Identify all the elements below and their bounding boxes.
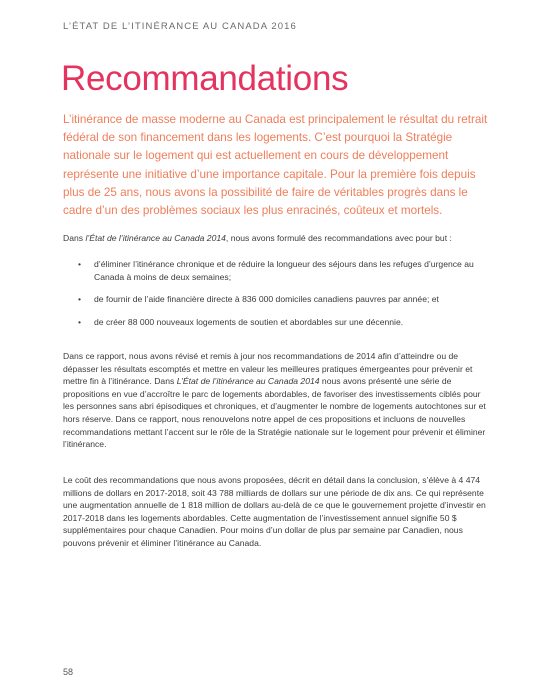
revision-text-before: Dans ce rapport, nous avons révisé et remis à jour nos recommandations de 2014 afin d’atteindre ou de dépasser les résultats escomptés et mettre en valeur les meilleures pratiques émergeantes pour prévenir et mettre fin à l’itinérance. Dans [63, 351, 473, 387]
intro-report-title: l’État de l’itinérance au Canada 2014 [85, 233, 226, 243]
revision-paragraph [63, 350, 493, 451]
bullet-marker: • [78, 294, 82, 305]
cost-paragraph: Le coût des recommandations que nous avons proposées, décrit en détail dans la conclusion, s’élève à 4 474 millions de dollars en 2017-2018, soit 43 788 milliards de dollars sur une période de dix ans. Ce qui représente une augmentation annuelle de 1 818 million de dollars au-delà de ce que le gouvernement projette d’investir en 2017-2018 dans les logements abordables. Cette augmentation de l’investissement annuel signifie 50 $ supplémentaires pour chaque Canadien. Pour moins d’un dollar de plus par semaine par Canadien, nous pouvons prévenir et éliminer l’itinérance au Canada. [63, 475, 486, 548]
list-item-text: de fournir de l’aide financière directe à 836 000 domiciles canadiens pauvres par année; et [94, 294, 439, 305]
intro-text-after: , nous avons formulé des recommandations avec pour but : [225, 233, 452, 243]
revision-text-after: nous avons présenté une série de propositions en vue d’accroître le parc de logements abordables, de favoriser des investissements ciblés pour les personnes sans abri épisodiques et chroniques, et d’augmenter le nombre de logements autochtones sur et hors réserve. Dans ce rapport, nous renouvelons notre appel de ces propositions et incluons de nouvelles recommandations mettant l’accent sur le rôle de la Stratégie nationale sur le logement pour prévenir et éliminer l’itinérance. [63, 376, 486, 450]
bullet-marker: • [78, 259, 82, 269]
list-item-text: d’éliminer l’itinérance chronique et de réduire la longueur des séjours dans les refuges d’urgence au Canada à moins de deux semaines; [94, 259, 474, 282]
section-title: Recommandations [61, 59, 349, 98]
bullet-marker: • [78, 316, 82, 327]
list-item [78, 316, 478, 329]
intro-text-before: Dans [63, 233, 86, 243]
revision-report-title: L’État de l’itinérance au Canada 2014 [176, 376, 320, 387]
running-header: L’ÉTAT DE L’ITINÉRANCE AU CANADA 2016 [63, 21, 297, 32]
list-item [78, 293, 478, 306]
list-item-text: de créer 88 000 nouveaux logements de soutien et abordables sur une décennie. [94, 316, 404, 327]
list-item [78, 258, 478, 283]
page-number: 58 [63, 667, 74, 677]
recommendation-list [78, 258, 478, 338]
intro-paragraph [63, 232, 493, 245]
lead-paragraph: L’itinérance de masse moderne au Canada est principalement le résultat du retrait fédéral de son financement dans les logements. C’est pourquoi la Stratégie nationale sur le logement qui est actuellement en cours de développement représente une initiative d’une importance capitale. Pour la première fois depuis plus de 25 ans, nous avons la possibilité de faire de véritables progrès dans le cadre d’un des problèmes sociaux les plus enracinés, coûteux et mortels. [63, 113, 488, 218]
